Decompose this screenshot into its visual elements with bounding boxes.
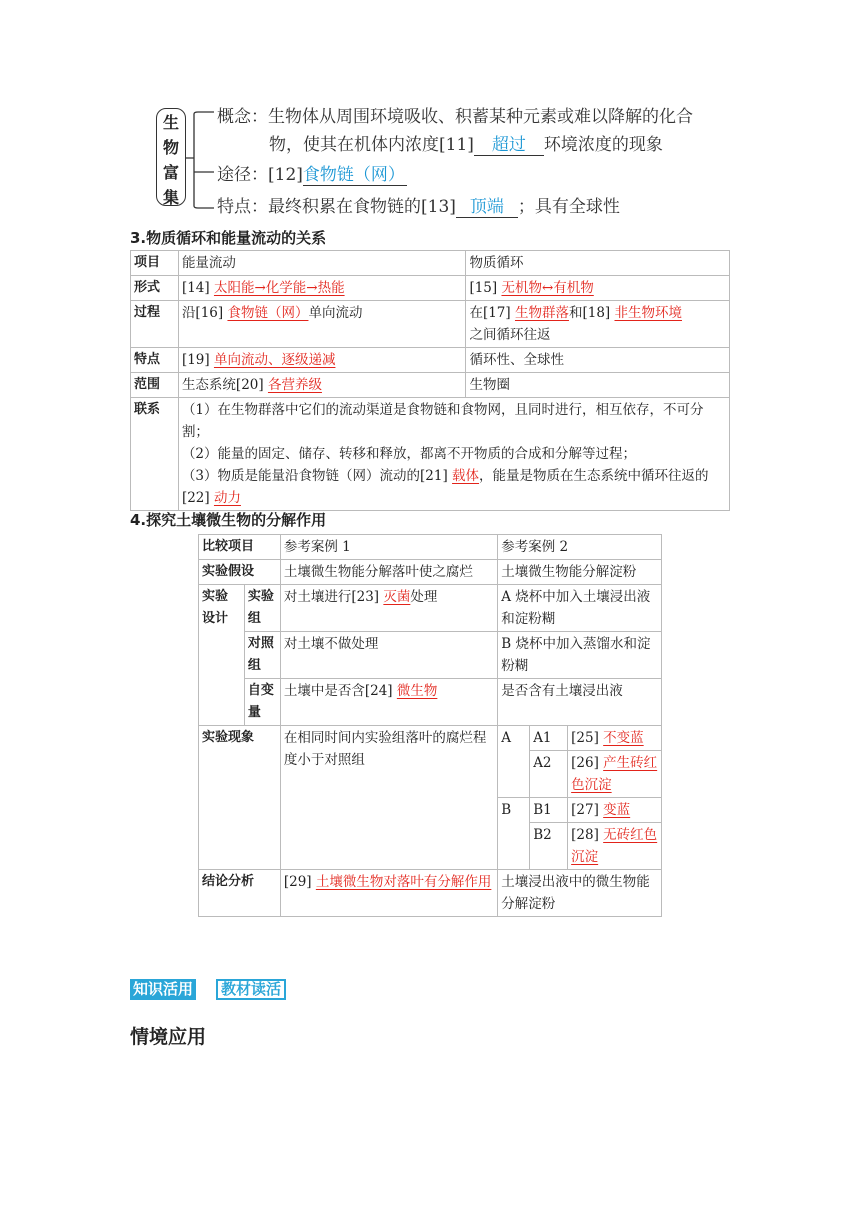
table-header-row: 比较项目 参考案例 1 参考案例 2 bbox=[199, 535, 662, 560]
blank-20: 各营养级 bbox=[267, 377, 322, 393]
concept-brace bbox=[184, 108, 218, 212]
blank-15: 无机物↔有机物 bbox=[501, 280, 594, 296]
blank-28: 无砖红色沉淀 bbox=[571, 827, 658, 865]
concept-route: 途径：[12]食物链（网） bbox=[217, 160, 407, 186]
blank-23: 灭菌 bbox=[383, 589, 411, 605]
blank-11: 超过 bbox=[474, 130, 544, 156]
knowledge-apply-tag: 知识活用 bbox=[130, 979, 196, 1000]
situation-application-heading: 情境应用 bbox=[130, 1026, 207, 1048]
blank-17: 生物群落 bbox=[514, 305, 569, 321]
blank-22: 动力 bbox=[213, 490, 241, 506]
table-row: 自变量 土壤中是否含[24] 微生物 是否含有土壤浸出液 bbox=[199, 679, 662, 726]
energy-matter-table bbox=[130, 250, 730, 511]
soil-microbe-table bbox=[198, 534, 662, 917]
blank-16: 食物链（网） bbox=[227, 305, 309, 321]
blank-19: 单向流动、逐级递减 bbox=[213, 352, 336, 368]
table-row: 形式 [14] 太阳能→化学能→热能 [15] 无机物↔有机物 bbox=[131, 276, 730, 301]
blank-29: 土壤微生物对落叶有分解作用 bbox=[315, 874, 492, 890]
table-row: 实验设计 实验组 对土壤进行[23] 灭菌处理 A 烧杯中加入土壤浸出液和淀粉糊 bbox=[199, 585, 662, 632]
concept-feature: 特点：最终积累在食物链的[13] 顶端 ；具有全球性 bbox=[217, 192, 620, 218]
table-row: A2 [26] 产生砖红色沉淀 bbox=[199, 751, 662, 798]
textbook-read-tag: 教材读活 bbox=[216, 979, 286, 1000]
blank-24: 微生物 bbox=[396, 683, 438, 699]
blank-21: 载体 bbox=[452, 468, 480, 484]
blank-18: 非生物环境 bbox=[614, 305, 682, 321]
table-row: B B1 [27] 变蓝 bbox=[199, 798, 662, 823]
table-row: 实验假设 土壤微生物能分解落叶使之腐烂 土壤微生物能分解淀粉 bbox=[199, 560, 662, 585]
blank-27: 变蓝 bbox=[603, 802, 631, 818]
side-label-char: 生 bbox=[162, 113, 179, 132]
table-row: 联系 （1）在生物群落中它们的流动渠道是食物链和食物网，且同时进行，相互依存，不可分割； （2）能量的固定、储存、转移和释放，都离不开物质的合成和分解等过程； （3）物质是能量沿食物链（网）流动的[21] 载体，能量是物质在生态系统中循环往返的[22] 动力 bbox=[131, 398, 730, 511]
table-row: B2 [28] 无砖红色沉淀 bbox=[199, 823, 662, 870]
header-item: 项目 bbox=[131, 251, 179, 276]
bio-enrichment-label-box bbox=[156, 108, 186, 206]
section4-title: 4.探究土壤微生物的分解作用 bbox=[130, 511, 327, 529]
blank-13: 顶端 bbox=[456, 192, 518, 218]
table-row: 结论分析 [29] 土壤微生物对落叶有分解作用 土壤浸出液中的微生物能分解淀粉 bbox=[199, 870, 662, 917]
blank-25: 不变蓝 bbox=[603, 730, 644, 746]
concept-definition-line1: 概念：生物体从周围环境吸收、积蓄某种元素或难以降解的化合 bbox=[217, 107, 693, 127]
blank-26: 产生砖红色沉淀 bbox=[571, 755, 658, 793]
table-row: 过程 沿[16] 食物链（网）单向流动 在[17] 生物群落和[18] 非生物环境 之间循环往返 bbox=[131, 301, 730, 348]
side-label-char: 富 bbox=[162, 163, 179, 182]
blank-12: 食物链（网） bbox=[303, 160, 407, 186]
table-row: 实验现象 在相同时间内实验组落叶的腐烂程度小于对照组 A A1 [25] 不变蓝 bbox=[199, 726, 662, 751]
header-energy: 能量流动 bbox=[178, 251, 466, 276]
table-row: 范围 生态系统[20] 各营养级 生物圈 bbox=[131, 373, 730, 398]
side-label-char: 物 bbox=[162, 138, 179, 157]
table-row: 特点 [19] 单向流动、逐级递减 循环性、全球性 bbox=[131, 348, 730, 373]
blank-14: 太阳能→化学能→热能 bbox=[213, 280, 345, 296]
table-row: 对照组 对土壤不做处理 B 烧杯中加入蒸馏水和淀粉糊 bbox=[199, 632, 662, 679]
table-header-row bbox=[131, 251, 730, 276]
side-label-char: 集 bbox=[162, 188, 179, 207]
concept-definition-line2: 物，使其在机体内浓度[11] 超过 环境浓度的现象 bbox=[269, 130, 663, 156]
header-matter: 物质循环 bbox=[466, 251, 730, 276]
section3-title: 3.物质循环和能量流动的关系 bbox=[130, 229, 327, 247]
